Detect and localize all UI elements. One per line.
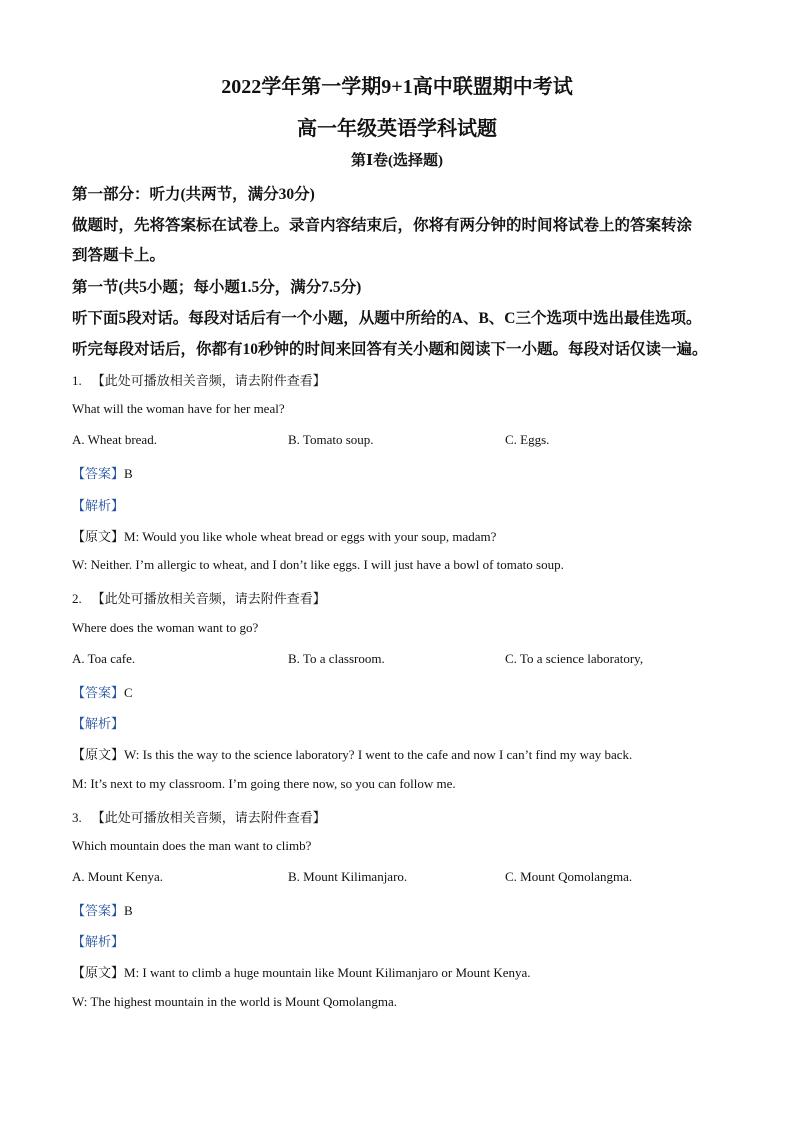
transcript-text: M: Would you like whole wheat bread or eggs with your soup, madam? xyxy=(124,529,497,544)
audio-note: 【此处可播放相关音频，请去附件查看】 xyxy=(91,810,326,825)
answer-line xyxy=(72,463,133,482)
option-b: B. Tomato soup. xyxy=(288,432,374,447)
transcript-line2: W: Neither. I’m allergic to wheat, and I don’t like eggs. I will just have a bowl of tomato soup. xyxy=(72,557,564,572)
answer-value: C xyxy=(124,685,133,700)
question-text: Where does the woman want to go? xyxy=(72,620,259,635)
question-header xyxy=(72,807,326,826)
analysis-tag: 【解析】 xyxy=(72,716,125,731)
question-text: Which mountain does the man want to climb? xyxy=(72,838,312,853)
exam-subtitle: 高一年级英语学科试题 xyxy=(297,118,497,140)
audio-note: 【此处可播放相关音频，请去附件查看】 xyxy=(91,373,326,388)
part1-instruction-line1: 做题时，先将答案标在试卷上。录音内容结束后，你将有两分钟的时间将试卷上的答案转涂 xyxy=(72,217,693,234)
transcript-line1 xyxy=(72,744,632,763)
exam-title: 2022学年第一学期9+1高中联盟期中考试 xyxy=(221,76,573,98)
option-b: B. To a classroom. xyxy=(288,651,385,666)
option-c: C. To a science laboratory, xyxy=(505,651,644,666)
question-header xyxy=(72,588,326,607)
option-a: A. Toa cafe. xyxy=(72,651,136,666)
section1-instruction-line1: 听下面5段对话。每段对话后有一个小题，从题中所给的A、B、C三个选项中选出最佳选项。 xyxy=(72,310,702,327)
part1-instruction-line2: 到答题卡上。 xyxy=(72,247,166,264)
option-a: A. Wheat bread. xyxy=(72,432,157,447)
answer-value: B xyxy=(124,466,133,481)
part1-heading: 第一部分：听力(共两节，满分30分) xyxy=(72,186,315,203)
answer-tag: 【答案】 xyxy=(72,903,125,918)
answer-tag: 【答案】 xyxy=(72,685,125,700)
volume-heading: 第Ⅰ卷(选择题) xyxy=(350,153,443,169)
question-header xyxy=(72,370,326,389)
option-c: C. Eggs. xyxy=(505,432,550,447)
answer-value: B xyxy=(124,903,133,918)
analysis-tag: 【解析】 xyxy=(72,498,125,513)
answer-line xyxy=(72,682,133,701)
original-tag: 【原文】 xyxy=(72,529,125,544)
section1-instruction-line2: 听完每段对话后，你都有10秒钟的时间来回答有关小题和阅读下一小题。每段对话仅读一遍。 xyxy=(72,341,708,358)
transcript-line1 xyxy=(72,526,496,545)
analysis-tag: 【解析】 xyxy=(72,934,125,949)
transcript-line1 xyxy=(72,962,531,981)
section1-heading: 第一节(共5小题；每小题1.5分，满分7.5分) xyxy=(72,279,362,296)
transcript-text: W: Is this the way to the science laboratory? I went to the cafe and now I can’t find my way back. xyxy=(124,747,633,762)
transcript-line2: M: It’s next to my classroom. I’m going there now, so you can follow me. xyxy=(72,776,456,791)
question-number: 3. xyxy=(72,810,82,825)
question-number: 1. xyxy=(72,373,82,388)
original-tag: 【原文】 xyxy=(72,747,125,762)
original-tag: 【原文】 xyxy=(72,965,125,980)
option-c: C. Mount Qomolangma. xyxy=(505,869,633,884)
answer-line xyxy=(72,900,133,919)
question-number: 2. xyxy=(72,591,82,606)
audio-note: 【此处可播放相关音频，请去附件查看】 xyxy=(91,591,326,606)
option-b: B. Mount Kilimanjaro. xyxy=(288,869,408,884)
option-a: A. Mount Kenya. xyxy=(72,869,163,884)
transcript-line2: W: The highest mountain in the world is Mount Qomolangma. xyxy=(72,994,397,1009)
answer-tag: 【答案】 xyxy=(72,466,125,481)
question-text: What will the woman have for her meal? xyxy=(72,401,285,416)
transcript-text: M: I want to climb a huge mountain like Mount Kilimanjaro or Mount Kenya. xyxy=(124,965,531,980)
